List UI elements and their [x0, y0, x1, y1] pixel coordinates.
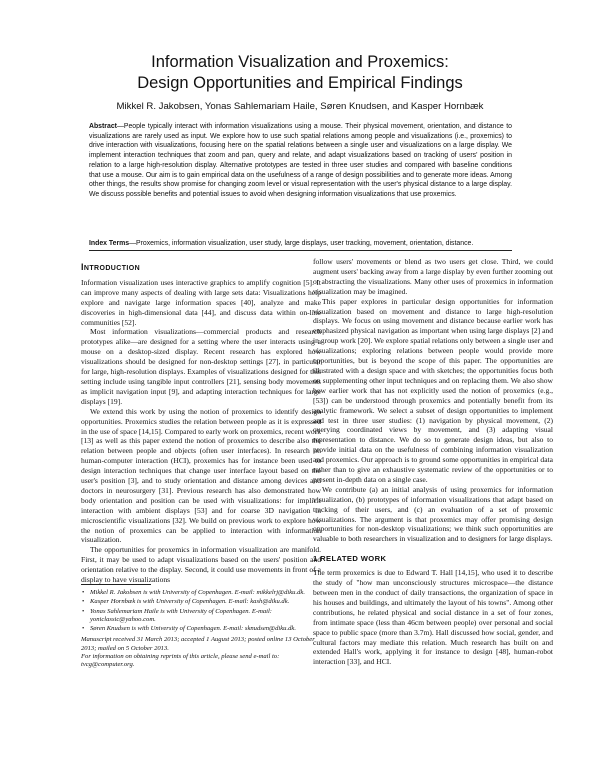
index-terms-text: —Proxemics, information visualization, user study, large displays, user tracking, movement, orientation, distance.: [129, 240, 474, 247]
affiliation-item: • Yonas Sahlemariam Haile is with University of Copenhagen. E-mail: yoniclassic@yahoo.com.: [90, 608, 321, 625]
intro-paragraph: The opportunities for proxemics in information visualization are manifold. First, it may be used to adapt visualizations based on the users' position and orientation relative to the display. Second, it could use movements in front of a display to have visualizations: [81, 545, 321, 585]
section-heading-related-work: 1 RELATED WORK: [313, 554, 387, 564]
related-work-paragraph: The term proxemics is due to Edward T. Hall [14,15], who used it to describe the study of "how man unconsciously structures microspace—the distance between men in the conduct of daily transactions, the organization of space in his houses and buildings, and ultimately the layout of his towns". Among other contributions, he related physical and social distance in a set of four zones, from intimate space (less than 46cm between people) over personal and social space to public space (more than 3.7m). Hall discussed how social, gender, and cultural factors may mediate this relation. Much research has built on and extended Hall's work, applying it for instance to design [48], human-robot interaction [33], and HCI.: [313, 568, 553, 667]
affiliation-item: • Mikkel R. Jakobsen is with University of Copenhagen. E-mail: mikkelrj@diku.dk.: [90, 589, 321, 597]
affiliation-item: • Søren Knudsen is with University of Copenhagen. E-mail: sknudsen@diku.dk.: [90, 625, 321, 633]
header-divider: [89, 250, 512, 251]
intro-paragraph: Information visualization uses interactive graphics to amplify cognition [5]. It can improve many aspects of dealing with large sets data: Visualizations help explore and navigate large information spaces [40], analyze and make discoveries in high-dimensional data [44], and discuss data within on-line communities [52].: [81, 277, 321, 327]
section-heading-introduction: [81, 263, 321, 274]
abstract: [89, 122, 512, 200]
right-column: [313, 257, 553, 667]
footnote-divider: [81, 584, 151, 585]
abstract-label: Abstract: [89, 123, 117, 130]
body-paragraph: This paper explores in particular design opportunities for information visualization based on movement and distance to large high-resolution displays. We focus on using movement and distance because earlier work has emphasized physical navigation as important when using large displays [2] and in group work [20]. We explore spatial relations only between a single user and visualizations; exploring relations between people would provide more opportunities, but is beyond the scope of this paper. The opportunities are illustrated with a design space and with sketches; the opportunities focus both on supplementing other input techniques and on replacing them. We also show how earlier work that has not explicitly used the notion of proxemics (e.g., [53]) can be understood through proxemics and potentially benefit from its analytic framework. We select a subset of design opportunities to implement and test in three user studies: (1) navigation by physical movement, (2) querying coordinated views by movement, and (3) adapting visual representation to distance. We do so to generate design ideas, but also to provide initial data on the usefulness of combining information visualization and proxemics. Our approach is to ground some opportunities in empirical data rather than to give an exhaustive systematic review of the opportunities or to present in-depth data on a single case.: [313, 296, 553, 484]
left-column: [81, 257, 321, 585]
body-paragraph: follow users' movements or blend as two users get close. Third, we could augment users' backing away from a large display by even further zooming out or abstracting the visualizations. Many other uses of proxemics in information visualization may be imagined.: [313, 257, 553, 296]
index-terms: [89, 239, 512, 249]
reprints-note: For information on obtaining reprints of this article, please send e-mail to: tvcg@computer.org.: [81, 653, 280, 669]
index-terms-label: Index Terms: [89, 240, 130, 247]
section-heading-text: NTRODUCTION: [83, 265, 141, 272]
paper-title: Information Visualization and Proxemics: Design Opportunities and Empirical Findings: [137, 53, 463, 92]
manuscript-dates: Manuscript received 31 March 2013; accepted 1 August 2013; posted online 13 October 2013; mailed on 5 October 2013.: [81, 636, 315, 652]
author-list: Mikkel R. Jakobsen, Yonas Sahlemariam Haile, Søren Knudsen, and Kasper Hornbæk: [116, 101, 484, 112]
abstract-text: —People typically interact with information visualizations using a mouse. Their physical movement, orientation, and distance to visualizations are rarely used as input. We explore how to use such spatial relations among people and visualizations (i.e., proxemics) to drive interaction with visualizations, focusing here on the spatial relations between a single user and visualizations on a large display. We implement interaction techniques that zoom and pan, query and relate, and adapt visualizations based on tracking of users' position in relation to a large high-resolution display. Alternative prototypes are tested in three user studies and compared with baseline conditions that use a mouse. Our aim is to gain empirical data on the usefulness of a range of design possibilities and to generate more ideas. Among other things, the results show promise for changing zoom level or visual representation with the user's physical distance to a large display. We discuss possible benefits and potential issues to avoid when designing information visualizations that use proxemics.: [89, 123, 512, 198]
affiliation-item: • Kasper Hornbæk is with University of Copenhagen. E-mail: kash@diku.dk.: [90, 598, 321, 606]
intro-paragraph: We extend this work by using the notion of proxemics to identify design opportunities. Proxemics studies the relation between people as it is expressed in the use of space [14,15]. Compared to early work on proxemics, recent work [13] as well as this paper extend the notion of proxemics to describe also the relation between people and objects (often user interfaces). In research on human-computer interaction (HCI), proxemics has for instance been used to design interaction techniques that change user interface layout based on the user's position [3], and to study orientation and distance among devices and doctors in neurosurgery [31]. Previous research has also demonstrated how body orientation and position can be used with visualizations: for implicit interaction with ambient displays [53] and for coarse 3D navigation in microscientific visualizations [32]. We build on previous work to explore how the notion of proxemics can be applied to interaction with information visualization.: [81, 406, 321, 545]
section-dropcap: I: [81, 262, 84, 272]
footnotes: [81, 589, 321, 670]
author-affiliation-list: [81, 589, 321, 633]
intro-paragraph: Most information visualizations—commercial products and research prototypes alike—are designed for a setting where the user interacts using a mouse on a desktop-sized display. Recent research has explored how visualizations should be designed for non-desktop settings [27], in particular for large, high-resolution displays. Examples of visualizations designed for this setting include using tangible input controllers [21], sensing body movements as implicit navigation input [9], and adapting interaction techniques for large displays [19].: [81, 327, 321, 406]
body-paragraph: We contribute (a) an initial analysis of using proxemics for information visualization, (b) prototypes of information visualizations that adapt based on tracking of their users, and (c) an evaluation of a set of proxemic visualizations. The argument is that proxemics may offer promising design opportunities for non-desktop visualizations; we think such opportunities are valuable to both researchers in visualization and to designers for large displays.: [313, 484, 553, 544]
